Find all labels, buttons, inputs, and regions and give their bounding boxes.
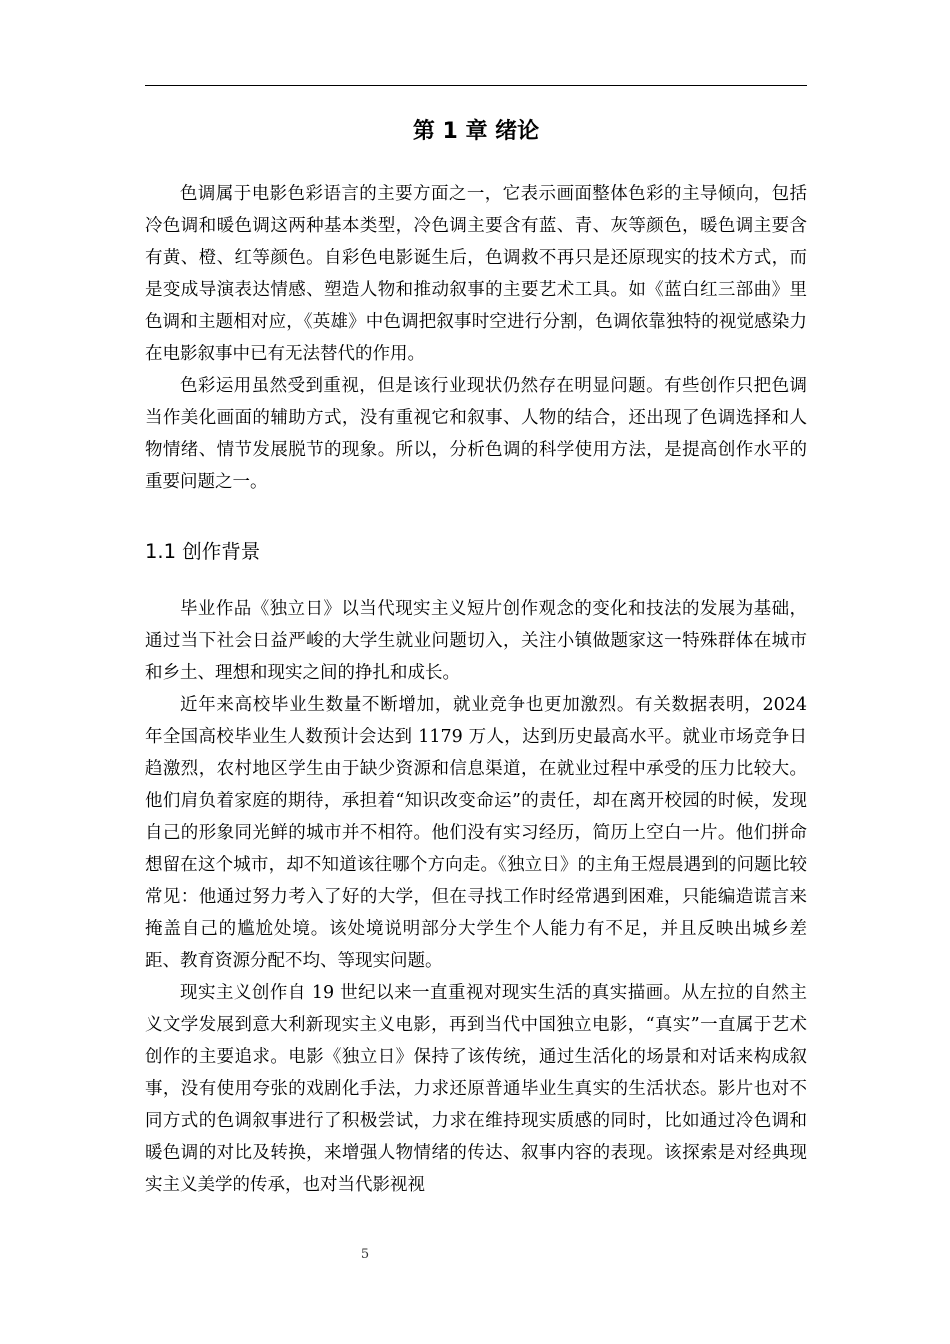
paragraph: 现实主义创作自 19 世纪以来一直重视对现实生活的真实描画。从左拉的自然主义文学发展到意大利新现实主义电影，再到当代中国独立电影，“真实”一直属于艺术创作的主要追求。电影《独立日》保持了该传统，通过生活化的场景和对话来构成叙事，没有使用夸张的戏剧化手法，力求还原普通毕业生真实的生活状态。影片也对不同方式的色调叙事进行了积极尝试，力求在维持现实质感的同时，比如通过冷色调和暖色调的对比及转换，来增强人物情绪的传达、叙事内容的表现。该探索是对经典现实主义美学的传承，也对当代影视视 — [145, 983, 807, 1195]
header-rule — [145, 85, 807, 86]
paragraph: 色彩运用虽然受到重视，但是该行业现状仍然存在明显问题。有些创作只把色调当作美化画面的辅助方式，没有重视它和叙事、人物的结合，还出现了色调选择和人物情绪、情节发展脱节的现象。所以，分析色调的科学使用方法，是提高创作水平的重要问题之一。 — [145, 376, 807, 492]
paragraph: 色调属于电影色彩语言的主要方面之一，它表示画面整体色彩的主导倾向，包括冷色调和暖色调这两种基本类型，冷色调主要含有蓝、青、灰等颜色，暖色调主要含有黄、橙、红等颜色。自彩色电影诞生后，色调救不再只是还原现实的技术方式，而是变成导演表达情感、塑造人物和推动叙事的主要艺术工具。如《蓝白红三部曲》里色调和主题相对应，《英雄》中色调把叙事时空进行分割，色调依靠独特的视觉感染力在电影叙事中已有无法替代的作用。 — [145, 184, 807, 364]
paragraph: 近年来高校毕业生数量不断增加，就业竞争也更加激烈。有关数据表明，2024 年全国高校毕业生人数预计会达到 1179 万人，达到历史最高水平。就业市场竞争日趋激烈，农村地区学生由于缺少资源和信息渠道，在就业过程中承受的压力比较大。他们肩负着家庭的期待，承担着“知识改变命运”的责任，却在离开校园的时候，发现自己的形象同光鲜的城市并不相符。他们没有实习经历，简历上空白一片。他们拼命想留在这个城市，却不知道该往哪个方向走。《独立日》的主角王煜晨遇到的问题比较常见：他通过努力考入了好的大学，但在寻找工作时经常遇到困难，只能编造谎言来掩盖自己的尴尬处境。该处境说明部分大学生个人能力有不足，并且反映出城乡差距、教育资源分配不均、等现实问题。 — [145, 695, 807, 971]
section-body — [145, 593, 807, 1201]
paragraph: 毕业作品《独立日》以当代现实主义短片创作观念的变化和技法的发展为基础，通过当下社会日益严峻的大学生就业问题切入，关注小镇做题家这一特殊群体在城市和乡土、理想和现实之间的挣扎和成长。 — [145, 599, 807, 683]
chapter-title: 第 1 章 绪论 — [412, 119, 540, 144]
intro-body — [145, 178, 807, 498]
page-number: 5 — [360, 1247, 370, 1262]
section-heading: 1.1 创作背景 — [145, 540, 261, 563]
